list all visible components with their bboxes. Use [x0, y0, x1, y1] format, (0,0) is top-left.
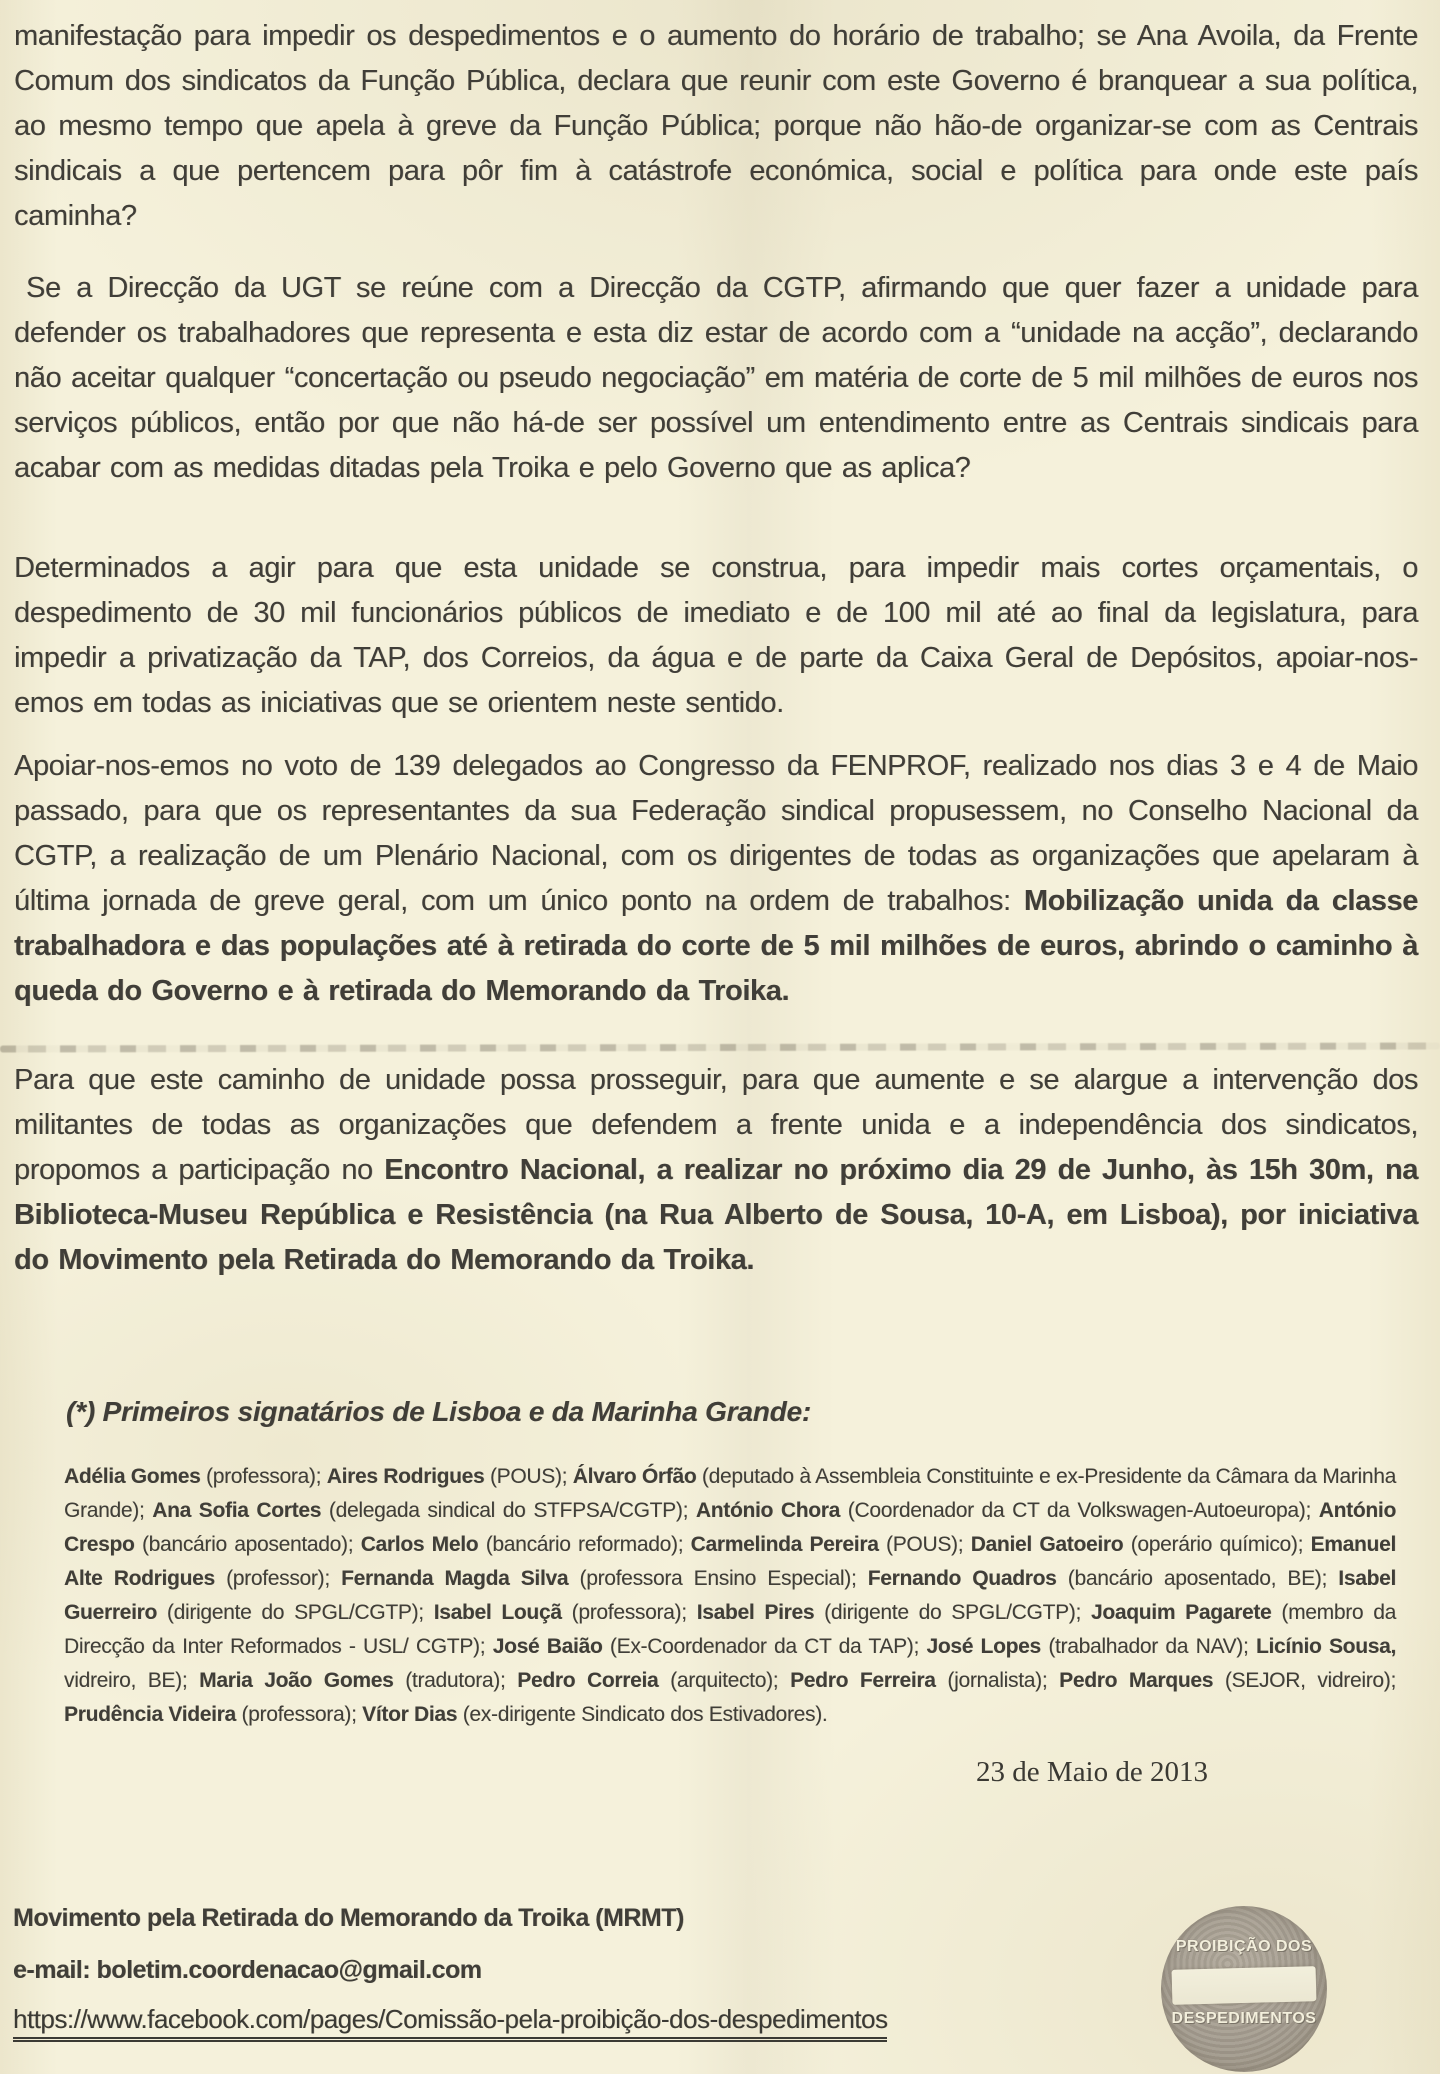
signatory-name: Carlos Melo	[360, 1533, 479, 1556]
signatory-detail: (bancário aposentado, BE);	[1056, 1567, 1339, 1590]
signatory-detail: (bancário reformado);	[478, 1533, 691, 1556]
stamp-text-bottom: DESPEDIMENTOS	[1171, 2010, 1317, 2027]
signatory-detail: (dirigente do SPGL/CGTP);	[814, 1601, 1091, 1624]
signatory-detail: (POUS);	[878, 1533, 971, 1556]
signatory-detail: (deputado à Assembleia Constituinte e ex-Presidente da Câmara da Marinha Grande);	[64, 1465, 1396, 1522]
signatory-detail: (professora);	[200, 1465, 327, 1488]
signatory-name: Aires Rodrigues	[326, 1465, 485, 1488]
signatory-name: Isabel Louçã	[433, 1601, 562, 1624]
signatory-detail: (professora);	[561, 1601, 697, 1624]
signatory-detail: (operário químico);	[1123, 1533, 1311, 1556]
signatory-name: António Crespo	[64, 1499, 1396, 1556]
signatory-detail: (jornalista);	[935, 1669, 1060, 1692]
signatory-name: Licínio Sousa,	[1255, 1635, 1397, 1658]
signatories-list	[64, 1460, 1396, 1732]
signatory-name: Carmelinda Pereira	[690, 1533, 879, 1556]
signatory-detail: vidreiro, BE);	[64, 1669, 200, 1692]
signatory-name: Joaquim Pagarete	[1090, 1601, 1272, 1624]
signatory-detail: (tradutora);	[393, 1669, 518, 1692]
signatory-detail: (dirigente do SPGL/CGTP);	[157, 1601, 434, 1624]
signatory-name: Isabel Pires	[696, 1601, 815, 1624]
signatory-name: Pedro Marques	[1059, 1669, 1214, 1692]
paragraph-1: manifestação para impedir os despedimentos e o aumento do horário de trabalho; se Ana Avoila, da Frente Comum dos sindicatos da Função Pública, declara que reunir com este Governo é branquear a sua política, ao mesmo tempo que apela à greve da Função Pública; porque não hão-de organizar-se com as Centrais sindicais a que pertencem para pôr fim à catástrofe económica, social e política para onde este país caminha?	[14, 20, 1418, 232]
prohibition-stamp	[1161, 1906, 1327, 2072]
paper-fold-crease	[0, 1042, 1440, 1052]
signatory-detail: (delegada sindical do STFPSA/CGTP);	[321, 1499, 696, 1522]
signatory-name: Fernanda Magda Silva	[341, 1567, 569, 1590]
paragraph-5: Para que este caminho de unidade possa prosseguir, para que aumente e se alargue a intervenção dos militantes de todas as organizações que defendem a frente unida e a independência dos sindicatos, propomos a participação no Encontro Nacional, a realizar no próximo dia 29 de Junho, às 15h 30m, na Biblioteca-Museu República e Resistência (na Rua Alberto de Sousa, 10-A, em Lisboa), por iniciativa do Movimento pela Retirada do Memorando da Troika.	[14, 1064, 1418, 1276]
signatory-name: Ana Sofia Cortes	[152, 1499, 322, 1522]
signatory-name: Pedro Ferreira	[790, 1669, 936, 1692]
paragraph-4: Apoiar-nos-emos no voto de 139 delegados ao Congresso da FENPROF, realizado nos dias 3 e 4 de Maio passado, para que os representantes da sua Federação sindical propusessem, no Conselho Nacional da CGTP, a realização de um Plenário Nacional, com os dirigentes de todas as organizações que apelaram à última jornada de greve geral, com um único ponto na ordem de trabalhos: Mobilização unida da classe trabalhadora e das populações até à retirada do corte de 5 mil milhões de euros, abrindo o caminho à queda do Governo e à retirada do Memorando da Troika.	[14, 750, 1418, 1007]
signatory-name: José Lopes	[926, 1635, 1041, 1658]
signatory-detail: (POUS);	[484, 1465, 573, 1488]
signatory-name: Adélia Gomes	[64, 1465, 201, 1488]
signatory-name: Pedro Correia	[517, 1669, 659, 1692]
document-date: 23 de Maio de 2013	[976, 1756, 1208, 1788]
signatories-heading: (*) Primeiros signatários de Lisboa e da Marinha Grande:	[66, 1396, 811, 1427]
footer-organization: Movimento pela Retirada do Memorando da Troika (MRMT)	[13, 1904, 684, 1932]
signatory-detail: (arquitecto);	[658, 1669, 791, 1692]
signatory-detail: (SEJOR, vidreiro);	[1213, 1669, 1397, 1692]
signatory-name: Emanuel Alte Rodrigues	[64, 1533, 1396, 1590]
paragraph-3: Determinados a agir para que esta unidade se construa, para impedir mais cortes orçamentais, o despedimento de 30 mil funcionários públicos de imediato e de 100 mil até ao final da legislatura, para impedir a privatização da TAP, dos Correios, da água e de parte da Caixa Geral de Depósitos, apoiar-nos-emos em todas as iniciativas que se orientem neste sentido.	[14, 552, 1418, 719]
signatory-name: Vítor Dias	[362, 1703, 458, 1726]
signatory-name: José Baião	[492, 1635, 603, 1658]
paragraph-2: Se a Direcção da UGT se reúne com a Direcção da CGTP, afirmando que quer fazer a unidade para defender os trabalhadores que representa e esta diz estar de acordo com a “unidade na acção”, declarando não aceitar qualquer “concertação ou pseudo negociação” em matéria de corte de 5 mil milhões de euros nos serviços públicos, então por que não há-de ser possível um entendimento entre as Centrais sindicais para acabar com as medidas ditadas pela Troika e pelo Governo que as aplica?	[14, 272, 1418, 484]
signatory-detail: (ex-dirigente Sindicato dos Estivadores).	[457, 1703, 828, 1726]
signatory-name: Maria João Gomes	[199, 1669, 394, 1692]
signatory-detail: (Coordenador da CT da Volkswagen-Autoeuropa);	[840, 1499, 1319, 1522]
signatory-detail: (professora Ensino Especial);	[568, 1567, 868, 1590]
signatory-detail: (Ex-Coordenador da CT da TAP);	[602, 1635, 927, 1658]
footer-email: e-mail: boletim.coordenacao@gmail.com	[13, 1956, 482, 1984]
signatory-name: Isabel Guerreiro	[64, 1567, 1397, 1624]
signatory-name: Fernando Quadros	[867, 1567, 1057, 1590]
signatory-name: Prudência Videira	[64, 1703, 236, 1726]
signatory-detail: (bancário aposentado);	[134, 1533, 361, 1556]
signatory-name: Álvaro Órfão	[572, 1465, 697, 1488]
signatory-detail: (trabalhador da NAV);	[1040, 1635, 1256, 1658]
signatory-detail: (professor);	[214, 1567, 342, 1590]
signatory-detail: (professora);	[235, 1703, 363, 1726]
signatory-detail: (membro da Direcção da Inter Reformados - USL/ CGTP);	[64, 1601, 1396, 1658]
facebook-link[interactable]: https://www.facebook.com/pages/Comissão-pela-proibição-dos-despedimentos	[13, 2004, 887, 2042]
stamp-text-top: PROIBIÇÃO DOS	[1175, 1938, 1313, 1955]
signatory-name: António Chora	[695, 1499, 841, 1522]
stamp-bar	[1172, 1966, 1317, 2005]
signatory-name: Daniel Gatoeiro	[970, 1533, 1124, 1556]
